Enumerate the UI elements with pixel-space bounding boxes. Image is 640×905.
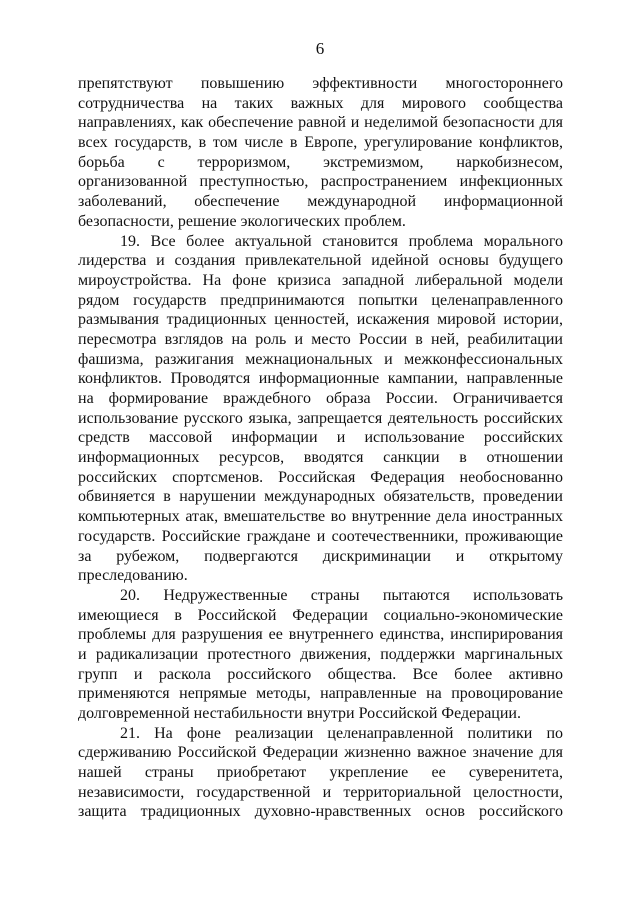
text-line: преследованию. bbox=[78, 567, 188, 585]
text-line: компьютерных атак, вмешательстве во внутренние дела иностранных bbox=[78, 508, 563, 526]
paragraph-continuation bbox=[78, 74, 563, 232]
paragraph-item-20 bbox=[78, 586, 563, 724]
text-line: независимости, государственной и территориальной целостности, bbox=[78, 783, 563, 801]
text-line: 19. Все более актуальной становится проблема морального bbox=[120, 232, 563, 250]
text-line: всех государств, в том числе в Европе, урегулирование конфликтов, bbox=[78, 134, 563, 152]
text-line: государств. Российские граждане и соотечественники, проживающие bbox=[78, 527, 563, 545]
text-line: проблемы для разрушения ее внутреннего единства, инспирирования bbox=[78, 626, 563, 644]
text-line: препятствуют повышению эффективности многостороннего bbox=[78, 75, 563, 92]
text-line: на формирование враждебного образа России. Ограничивается bbox=[78, 390, 563, 407]
text-line: российских спортсменов. Российская Федерация необоснованно bbox=[78, 468, 563, 486]
text-line: средств массовой информации и использование российских bbox=[78, 429, 563, 447]
text-line: лидерства и создания привлекательной идейной основы будущего bbox=[78, 252, 563, 270]
document-body bbox=[78, 74, 563, 822]
text-line: долговременной нестабильности внутри Российской Федерации. bbox=[78, 705, 521, 722]
text-line: защита традиционных духовно-нравственных основ российского bbox=[78, 803, 563, 821]
text-line: обвиняется в нарушении международных обязательств, проведении bbox=[78, 488, 563, 506]
text-line: имеющиеся в Российской Федерации социально-экономические bbox=[78, 606, 563, 624]
text-line: сдерживанию Российской Федерации жизненно важное значение для bbox=[78, 744, 563, 762]
text-line: мироустройства. На фоне кризиса западной либеральной модели bbox=[78, 271, 563, 289]
text-line: использование русского языка, запрещается деятельность российских bbox=[78, 409, 563, 427]
text-line: сотрудничества на таких важных для мирового сообщества bbox=[78, 94, 563, 112]
text-line: рядом государств предпринимаются попытки целенаправленного bbox=[78, 291, 563, 309]
text-line: 21. На фоне реализации целенаправленной политики по bbox=[120, 724, 563, 742]
text-line: применяются непрямые методы, направленные на провоцирование bbox=[78, 685, 563, 703]
text-line: 20. Недружественные страны пытаются использовать bbox=[120, 586, 563, 604]
text-line: безопасности, решение экологических проблем. bbox=[78, 212, 406, 230]
text-line: размывания традиционных ценностей, искажения мировой истории, bbox=[78, 311, 563, 329]
text-line: конфликтов. Проводятся информационные кампании, направленные bbox=[78, 370, 563, 388]
text-line: и радикализации протестного движения, поддержки маргинальных bbox=[78, 645, 563, 663]
text-line: организованной преступностью, распространением инфекционных bbox=[78, 173, 563, 191]
text-line: информационных ресурсов, вводятся санкции в отношении bbox=[78, 449, 563, 467]
text-line: групп и раскола российского общества. Все более активно bbox=[78, 665, 563, 683]
text-line: заболеваний, обеспечение международной информационной bbox=[78, 193, 563, 211]
text-line: нашей страны приобретают укрепление ее суверенитета, bbox=[78, 764, 563, 782]
paragraph-item-19 bbox=[78, 232, 563, 586]
text-line: за рубежом, подвергаются дискриминации и открытому bbox=[78, 547, 563, 565]
paragraph-item-21 bbox=[78, 724, 563, 822]
text-line: пересмотра взглядов на роль и место России в ней, реабилитации bbox=[78, 330, 563, 348]
text-line: борьба с терроризмом, экстремизмом, наркобизнесом, bbox=[78, 153, 563, 171]
text-line: направлениях, как обеспечение равной и неделимой безопасности для bbox=[78, 114, 563, 132]
page-number: 6 bbox=[315, 39, 325, 58]
text-line: фашизма, разжигания межнациональных и межконфессиональных bbox=[78, 350, 563, 368]
